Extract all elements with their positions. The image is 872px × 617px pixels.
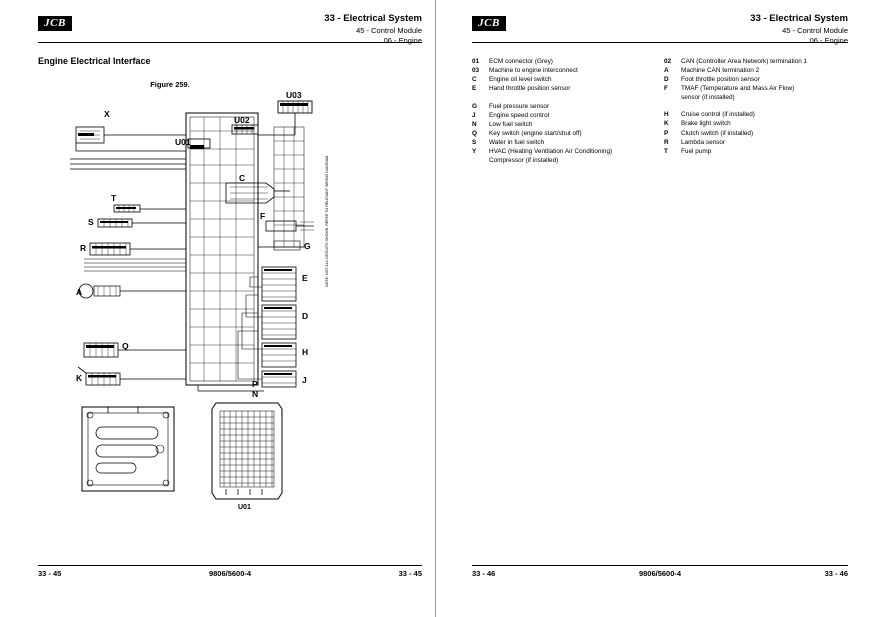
left-footer-part-number: 9806/5600-4 (208, 569, 252, 578)
legend-key: 03 (472, 67, 480, 75)
legend-group (472, 58, 650, 94)
legend-key: J (472, 111, 476, 119)
right-header-sub1: 45 - Control Module (782, 26, 848, 35)
legend-column-2 (664, 58, 842, 174)
legend-value: Water in fuel switch (489, 139, 545, 147)
left-page-footer (38, 565, 422, 579)
legend-value: Lambda sensor (681, 138, 726, 146)
legend-key: D (664, 76, 669, 84)
legend-value (681, 85, 842, 102)
legend-key: 01 (472, 58, 480, 65)
legend-key: F (664, 85, 668, 93)
legend-value-line1: TMAF (Temperature and Mass Air Flow) (681, 85, 795, 93)
legend-item (472, 130, 650, 139)
callout-E: E (302, 273, 308, 283)
right-page (436, 0, 872, 617)
legend-value: Machine CAN termination 2 (681, 67, 760, 75)
engine-electrical-interface-diagram (38, 91, 410, 521)
right-page-header (472, 10, 848, 44)
legend-value: CAN (Controller Area Network) termination 1 (681, 58, 808, 65)
jcb-logo: JCB (38, 16, 72, 31)
legend-key: Q (472, 130, 477, 138)
left-footer-rule (38, 565, 422, 566)
legend-value: Machine to engine interconnect (489, 67, 578, 75)
callout-P: P (252, 379, 258, 389)
legend-item (472, 139, 650, 148)
legend-item (664, 76, 842, 85)
callout-X: X (104, 109, 110, 119)
legend-value-line1: HVAC (Heating Ventilation Air Conditioning) (489, 148, 613, 156)
callout-G: G (304, 241, 311, 251)
legend-item (664, 130, 842, 139)
legend-value-line2: sensor (if installed) (681, 93, 735, 101)
legend-item (472, 67, 650, 76)
right-header-rule (472, 42, 848, 43)
legend-value: Foot throttle position sensor (681, 76, 760, 84)
legend-group (664, 111, 842, 156)
callout-N: N (252, 389, 259, 399)
legend-key: R (664, 138, 669, 146)
callout-D: D (302, 311, 309, 321)
legend-value: Fuel pressure sensor (489, 102, 550, 110)
right-footer-part-number: 9806/5600-4 (638, 569, 682, 578)
legend-item (472, 103, 650, 112)
right-footer-rule (472, 565, 848, 566)
legend-key: C (472, 76, 477, 84)
legend-key: H (664, 111, 669, 119)
figure-label: Figure 259. (150, 80, 190, 89)
legend-item (472, 85, 650, 94)
svg-text:NOTE: NOT ALL CIRCUITS SHOWN.: NOTE: NOT ALL CIRCUITS SHOWN. REFER TO RELEVANT WIRING DIAGRAM. (325, 154, 329, 287)
section-title: Engine Electrical Interface (38, 56, 151, 66)
legend-value: Hand throttle position sensor (489, 85, 571, 93)
callout-Q: Q (122, 341, 129, 351)
legend-key: Y (472, 148, 477, 156)
legend-item (664, 120, 842, 129)
legend-group (664, 58, 842, 102)
callout-U01: U01 (175, 137, 191, 147)
right-header-sub2: 06 - Engine (809, 36, 848, 45)
legend-value: Engine speed control (489, 111, 550, 119)
legend-item (664, 139, 842, 148)
left-header-rule (38, 42, 422, 43)
legend-item (472, 58, 650, 67)
callout-H: H (302, 347, 309, 357)
right-header-title: 33 - Electrical System (750, 13, 848, 24)
callout-K: K (76, 373, 83, 383)
left-header-sub1: 45 - Control Module (356, 26, 422, 35)
right-page-footer (472, 565, 848, 579)
callout-U02: U02 (234, 115, 250, 125)
legend-value (489, 148, 650, 165)
right-footer-left: 33 - 46 (472, 569, 496, 578)
callout-J: J (302, 375, 307, 385)
callout-A: A (76, 287, 83, 297)
legend-item (664, 148, 842, 157)
legend-value: Engine oil level switch (489, 76, 552, 84)
callout-U03: U03 (286, 91, 302, 100)
legend (472, 58, 848, 174)
legend-key: K (664, 120, 669, 128)
left-header-title: 33 - Electrical System (324, 13, 422, 24)
legend-item (472, 121, 650, 130)
legend-value-line2: Compressor (if installed) (489, 156, 559, 164)
legend-key: S (472, 139, 477, 147)
right-header-text (750, 13, 848, 45)
legend-key: T (664, 147, 668, 155)
callout-R: R (80, 243, 87, 253)
legend-key: E (472, 85, 477, 93)
left-page-header (38, 10, 422, 44)
legend-value: Clutch switch (if installed) (681, 129, 754, 137)
callout-F: F (260, 211, 266, 221)
legend-item (472, 148, 650, 165)
legend-item (472, 76, 650, 85)
callout-T: T (111, 193, 117, 203)
jcb-logo-right: JCB (472, 16, 506, 31)
legend-value: Cruise control (if installed) (681, 111, 755, 119)
wiring-diagram-svg (38, 91, 410, 521)
legend-value: ECM connector (Grey) (489, 58, 553, 65)
legend-key: A (664, 67, 669, 75)
left-footer-right: 33 - 45 (398, 569, 422, 578)
legend-value: Fuel pump (681, 147, 712, 155)
right-footer-right: 33 - 46 (824, 569, 848, 578)
legend-item (664, 85, 842, 102)
diagram-note (325, 155, 329, 287)
legend-item (664, 111, 842, 120)
legend-key: 02 (664, 58, 672, 65)
legend-item (664, 67, 842, 76)
legend-item (472, 112, 650, 121)
legend-value: Brake light switch (681, 120, 731, 128)
legend-key: P (664, 129, 669, 137)
detail-connector-label: U01 (238, 504, 251, 511)
legend-key: N (472, 120, 477, 128)
legend-key: G (472, 102, 477, 110)
legend-column-1 (472, 58, 650, 174)
legend-item (664, 58, 842, 67)
left-header-sub2: 06 - Engine (383, 36, 422, 45)
left-header-text (324, 13, 422, 45)
legend-group (472, 103, 650, 166)
callout-C: C (239, 173, 246, 183)
legend-value: Low fuel switch (489, 120, 533, 128)
callout-S: S (88, 217, 94, 227)
left-footer-left: 33 - 45 (38, 569, 62, 578)
legend-value: Key switch (engine start/shut off) (489, 130, 582, 138)
